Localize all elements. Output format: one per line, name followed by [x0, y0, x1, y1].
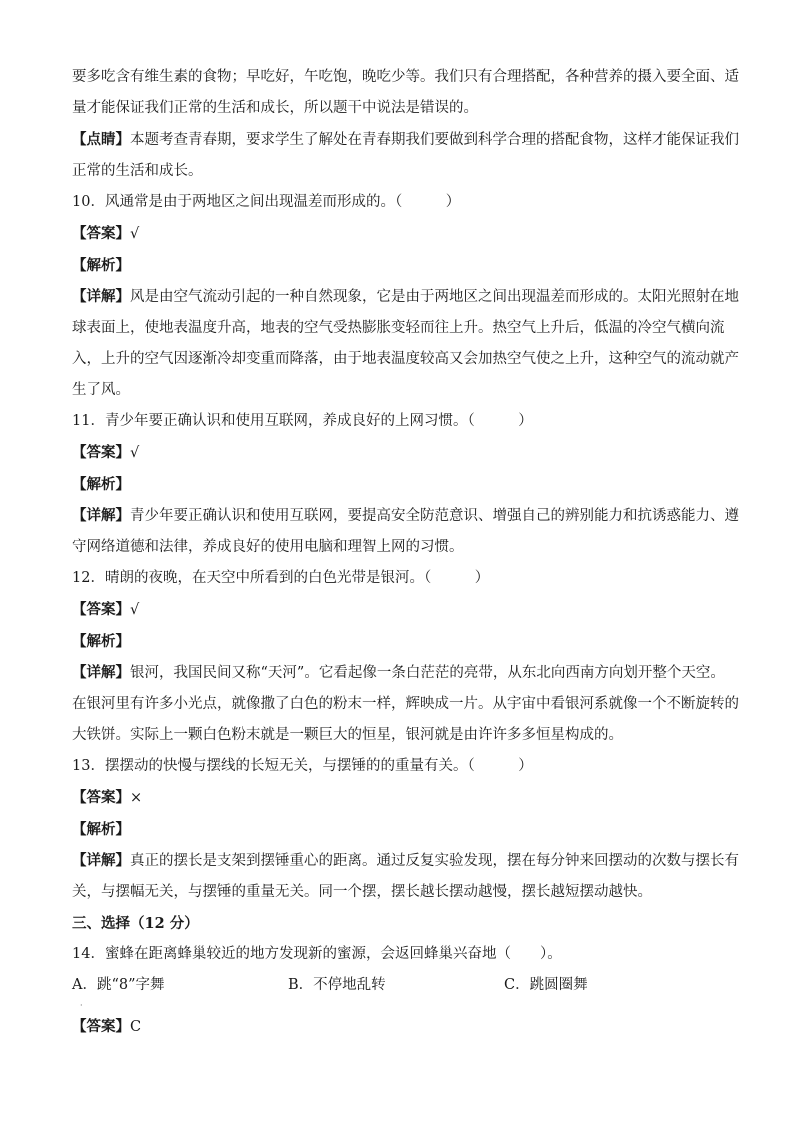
detail-12	[72, 657, 739, 751]
detail-line: 在银河里有许多小光点，就像撒了白色的粉末一样，辉映成一片。从宇宙中看银河系就像一个不断旋转的	[72, 696, 739, 712]
pointer-paragraph	[72, 124, 739, 187]
option-b: B．不停地乱转	[288, 977, 386, 993]
answer-value: √	[130, 226, 140, 242]
detail-tag: 【详解】	[72, 852, 130, 869]
question-12: 12．晴朗的夜晚，在天空中所看到的白色光带是银河。（ ）	[72, 570, 490, 586]
answer-tag: 【答案】	[72, 601, 130, 618]
detail-text: 真正的摆长是支架到摆锤重心的距离。通过反复实验发现，摆在每分钟来回摆动的次数与摆长有	[130, 853, 739, 869]
question-14: 14．蜜蜂在距离蜂巢较近的地方发现新的蜜源，会返回蜂巢兴奋地（ ）。	[72, 946, 562, 962]
analysis-tag: 【解析】	[72, 257, 130, 274]
answer-value: ×	[130, 790, 143, 806]
question-10: 10．风通常是由于两地区之间出现温差而形成的。（ ）	[72, 194, 461, 210]
analysis-tag: 【解析】	[72, 821, 130, 838]
answer-11	[72, 437, 727, 469]
answer-14	[72, 1011, 727, 1043]
option-a: A．跳“8”字舞	[72, 977, 165, 993]
analysis-tag: 【解析】	[72, 476, 130, 493]
answer-tag: 【答案】	[72, 1018, 130, 1035]
question-11: 11．青少年要正确认识和使用互联网，养成良好的上网习惯。（ ）	[72, 413, 533, 429]
intro-paragraph	[72, 62, 739, 124]
intro-line: 量才能保证我们正常的生活和成长，所以题干中说法是错误的。	[72, 100, 478, 116]
pointer-text: 本题考查青春期，要求学生了解处在青春期我们要做到科学合理的搭配食物，这样才能保证我们	[130, 132, 739, 148]
pointer-line: 正常的生活和成长。	[72, 163, 203, 179]
answer-tag: 【答案】	[72, 444, 130, 461]
detail-10	[72, 281, 739, 406]
pointer-tag: 【点睛】	[72, 131, 130, 148]
detail-13	[72, 845, 739, 908]
detail-line: 球表面上，使地表温度升高，地表的空气受热膨胀变轻而往上升。热空气上升后，低温的冷空气横向流	[72, 320, 725, 336]
pointer-line	[72, 124, 739, 156]
detail-text: 银河，我国民间又称“天河”。它看起像一条白茫茫的亮带，从东北向西南方向划开整个天空。	[130, 665, 725, 681]
answer-13	[72, 782, 727, 814]
options-14	[72, 970, 727, 1001]
analysis-tag: 【解析】	[72, 633, 130, 650]
answer-value: √	[130, 602, 140, 618]
detail-line	[72, 500, 739, 532]
detail-tag: 【详解】	[72, 664, 130, 681]
intro-line: 要多吃含有维生素的食物；早吃好，午吃饱，晚吃少等。我们只有合理搭配，各种营养的摄入要全面、适	[72, 69, 739, 85]
detail-line: 入，上升的空气因逐渐冷却变重而降落，由于地表温度较高又会加热空气使之上升，这种空气的流动就产	[72, 351, 739, 367]
question-13: 13．摆摆动的快慢与摆线的长短无关，与摆锤的的重量有关。（ ）	[72, 758, 533, 774]
answer-value: √	[130, 445, 140, 461]
answer-10	[72, 218, 727, 250]
detail-tag: 【详解】	[72, 507, 130, 524]
detail-line: 守网络道德和法律，养成良好的使用电脑和理智上网的习惯。	[72, 539, 464, 555]
detail-line: 关，与摆幅无关，与摆锤的重量无关。同一个摆，摆长越长摆动越慢，摆长越短摆动越快。	[72, 884, 652, 900]
detail-line	[72, 845, 739, 877]
detail-line: 生了风。	[72, 382, 130, 398]
answer-tag: 【答案】	[72, 225, 130, 242]
answer-tag: 【答案】	[72, 789, 130, 806]
answer-value: C	[130, 1019, 142, 1035]
detail-line	[72, 281, 739, 313]
section-title: 三、选择（12 分）	[72, 915, 199, 932]
detail-line: 大铁饼。实际上一颗白色粉末就是一颗巨大的恒星，银河就是由许许多多恒星构成的。	[72, 727, 623, 743]
option-c: C．跳圆圈舞	[504, 977, 588, 993]
detail-text: 风是由空气流动引起的一种自然现象，它是由于两地区之间出现温差而形成的。太阳光照射在地	[130, 289, 739, 305]
answer-12	[72, 594, 727, 626]
detail-line	[72, 657, 727, 689]
document-page	[72, 62, 739, 1043]
detail-11	[72, 500, 739, 563]
detail-tag: 【详解】	[72, 288, 130, 305]
detail-text: 青少年要正确认识和使用互联网，要提高安全防范意识、增强自己的辨别能力和抗诱惑能力、遵	[130, 508, 739, 524]
dot-mark-icon: ·	[80, 1001, 83, 1010]
